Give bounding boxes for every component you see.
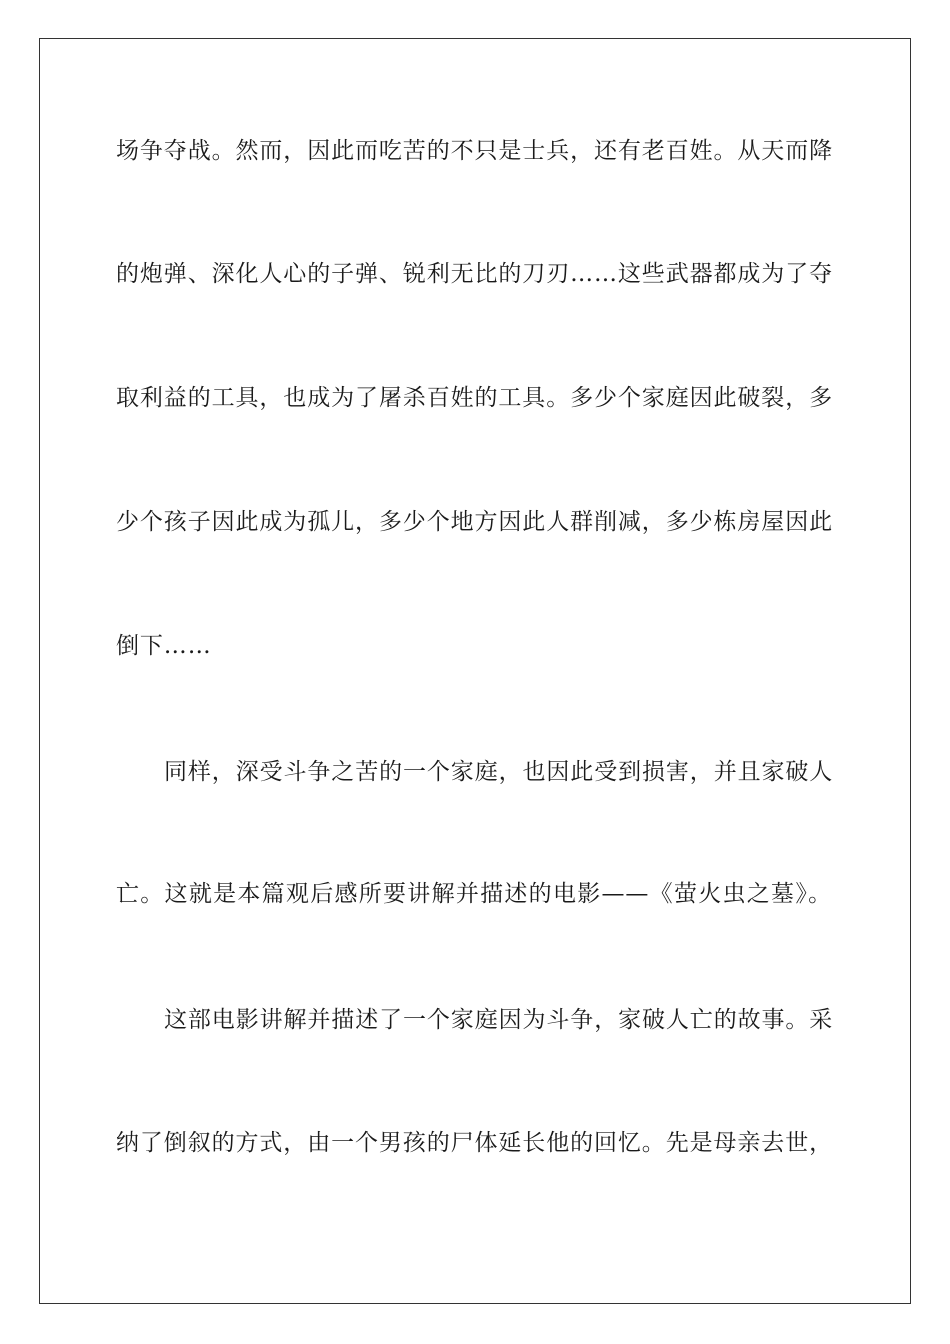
text-line: 纳了倒叙的方式，由一个男孩的尸体延长他的回忆。先是母亲去世， — [116, 1130, 833, 1156]
text-line: 取利益的工具，也成为了屠杀百姓的工具。多少个家庭因此破裂，多 — [116, 385, 833, 411]
text-line: 倒下…… — [116, 633, 212, 659]
text-line: 少个孩子因此成为孤儿，多少个地方因此人群削减，多少栋房屋因此 — [116, 509, 833, 535]
paragraph-first-line: 同样，深受斗争之苦的一个家庭，也因此受到损害，并且家破人 — [164, 759, 834, 785]
page-frame — [39, 38, 911, 1304]
paragraph-first-line: 这部电影讲解并描述了一个家庭因为斗争，家破人亡的故事。采 — [164, 1007, 834, 1033]
text-line: 亡。这就是本篇观后感所要讲解并描述的电影——《萤火虫之墓》。 — [116, 881, 832, 907]
text-line: 场争夺战。然而，因此而吃苦的不只是士兵，还有老百姓。从天而降 — [116, 138, 833, 164]
text-line: 的炮弹、深化人心的子弹、锐利无比的刀刃……这些武器都成为了夺 — [116, 261, 833, 287]
